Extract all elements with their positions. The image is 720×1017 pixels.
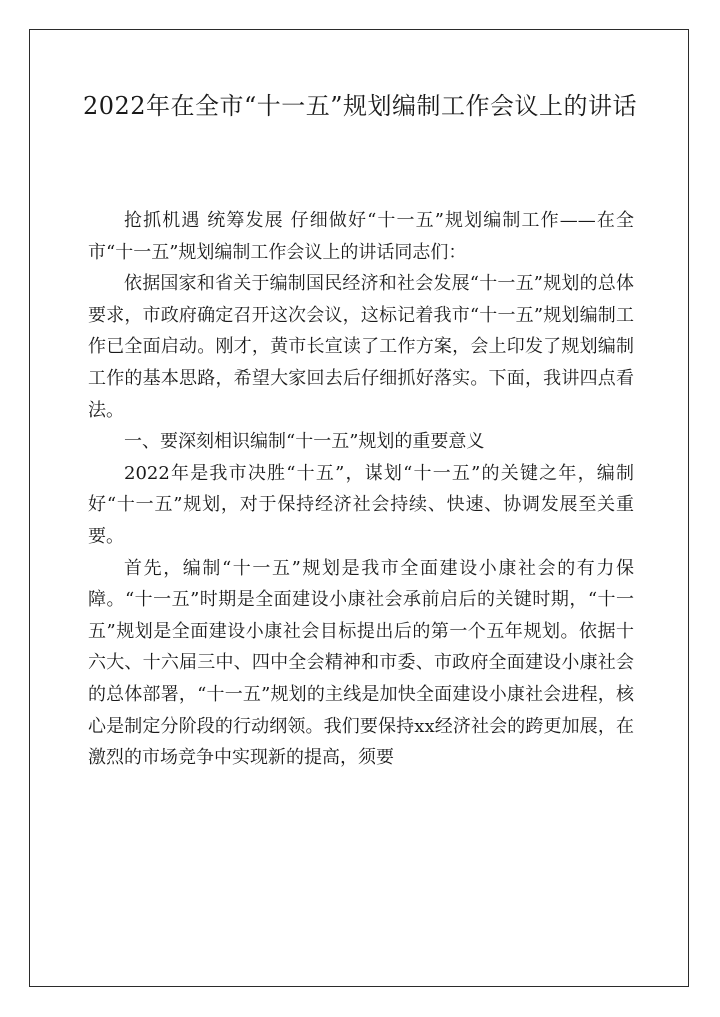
paragraph-first-point: 首先，编制“十一五”规划是我市全面建设小康社会的有力保障。“十一五”时期是全面建设小康社会承前启后的关键时期，“十一五”规划是全面建设小康社会目标提出后的第一个五年规划。依据十六大、十六届三中、四中全会精神和市委、市政府全面建设小康社会的总体部署，“十一五”规划的主线是加快全面建设小康社会进程，核心是制定分阶段的行动纲领。我们要保持xx经济社会的跨更加展，在激烈的市场竞争中实现新的提高，须要 <box>88 557 634 769</box>
paragraph-intro: 抢抓机遇 统筹发展 仔细做好“十一五”规划编制工作——在全市“十一五”规划编制工作会议上的讲话同志们： <box>88 210 634 263</box>
document-body <box>88 205 634 774</box>
paragraph-opening: 依据国家和省关于编制国民经济和社会发展“十一五”规划的总体要求，市政府确定召开这次会议，这标记着我市“十一五”规划编制工作已全面启动。刚才，黄市长宣读了工作方案，会上印发了规划编制工作的基本思路，希望大家回去后仔细抓好落实。下面，我讲四点看法。 <box>88 273 634 421</box>
paragraph-context: 2022年是我市决胜“十五”，谋划“十一五”的关键之年，编制好“十一五”规划，对于保持经济社会持续、快速、协调发展至关重要。 <box>88 462 634 547</box>
section-heading-1: 一、要深刻相识编制“十一五”规划的重要意义 <box>124 431 485 453</box>
document-title: 2022年在全市“十一五”规划编制工作会议上的讲话 <box>82 92 638 120</box>
